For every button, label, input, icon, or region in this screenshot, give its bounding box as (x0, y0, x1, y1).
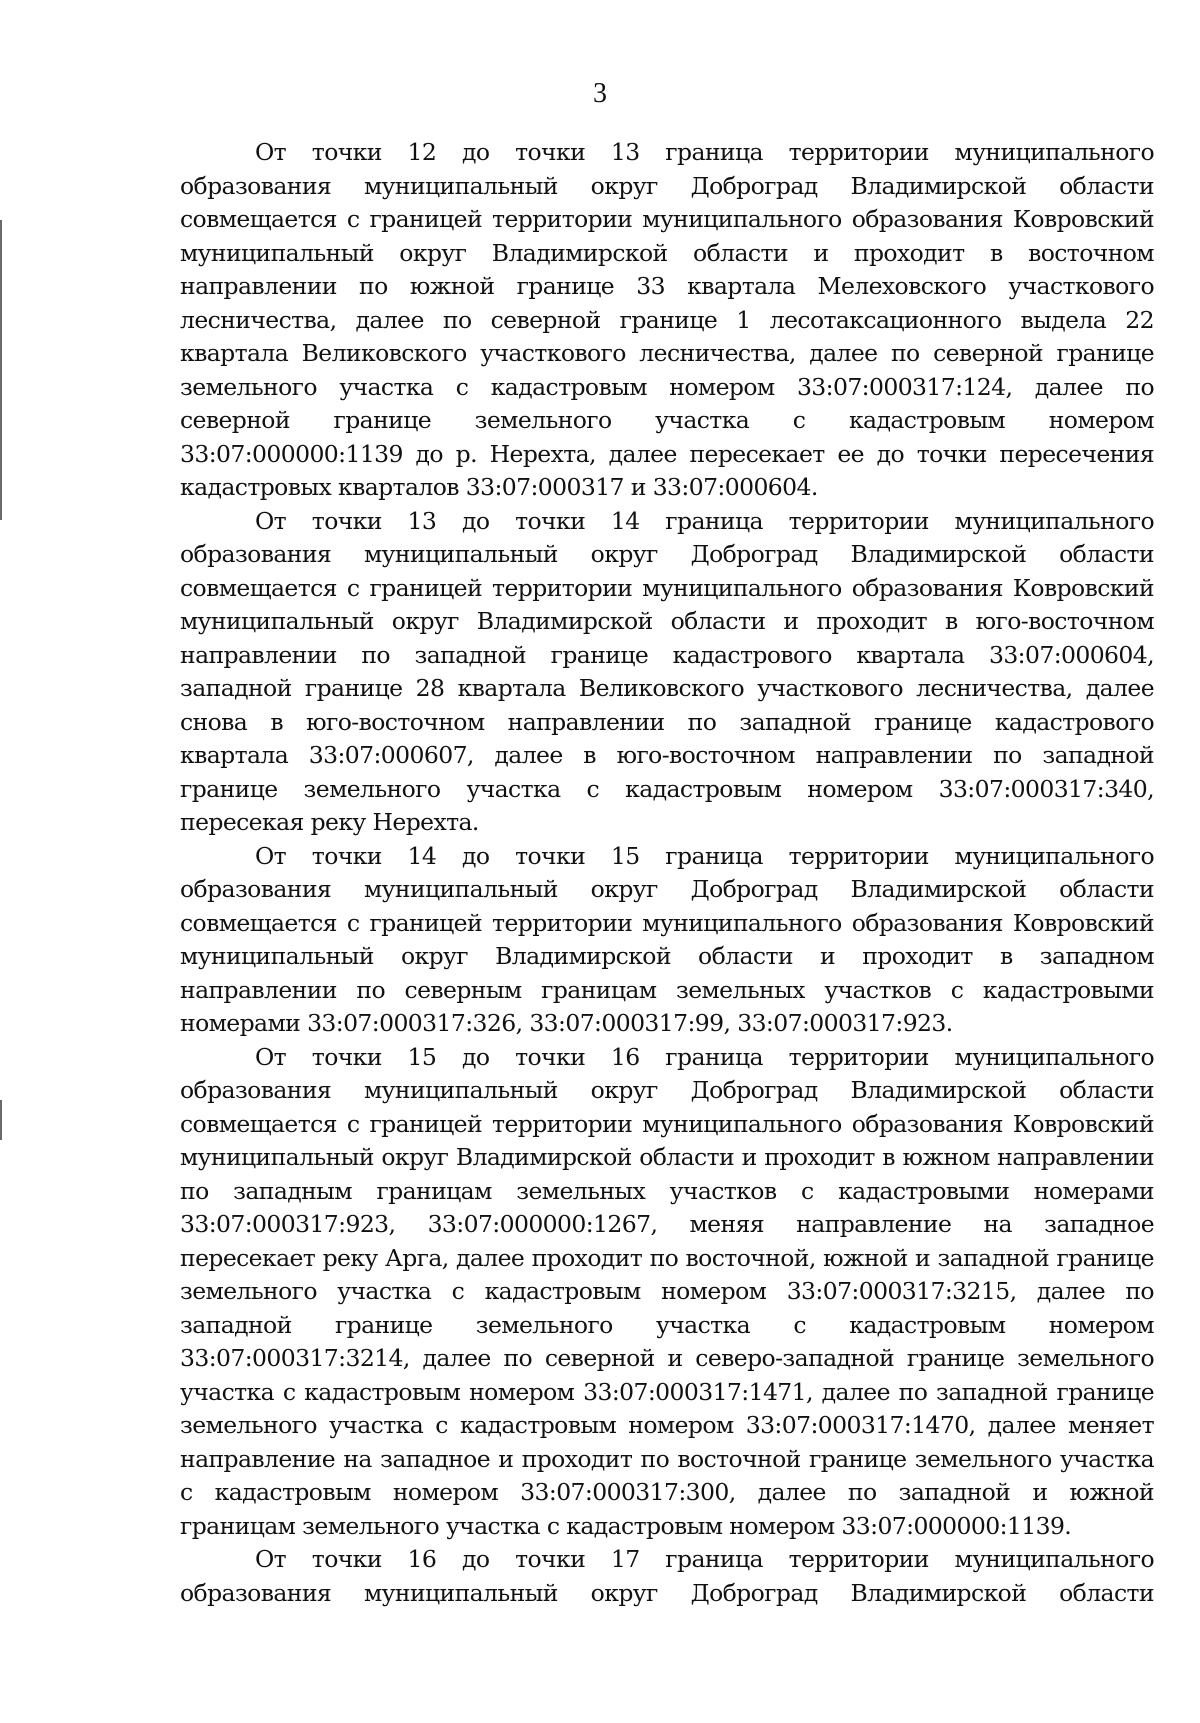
boundary-paragraph-15-16: От точки 15 до точки 16 граница территории муниципального образования муниципальный округ Доброград Владимирской области совмещается с границей территории муниципального образования Ковровский муниципальный округ Владимирской области и проходит в южном направлении по западным границам земельных участков с кадастровыми номерами 33:07:000317:923, 33:07:000000:1267, меняя направление на западное пересекает реку Арга, далее проходит по восточной, южной и западной границе земельного участка с кадастровым номером 33:07:000317:3215, далее по западной границе земельного участка с кадастровым номером 33:07:000317:3214, далее по северной и северо-западной границе земельного участка с кадастровым номером 33:07:000317:1471, далее по западной границе земельного участка с кадастровым номером 33:07:000317:1470, далее меняет направление на западное и проходит по восточной границе земельного участка с кадастровым номером 33:07:000317:300, далее по западной и южной границам земельного участка с кадастровым номером 33:07:000000:1139. (180, 1042, 1154, 1540)
page-number: 3 (593, 78, 607, 109)
scan-edge-mark (0, 220, 2, 520)
boundary-paragraph-16-17: От точки 16 до точки 17 граница территории муниципального образования муниципальный округ Доброград Владимирской области (180, 1545, 1154, 1607)
boundary-paragraph-12-13: От точки 12 до точки 13 граница территории муниципального образования муниципальный округ Доброград Владимирской области совмещается с границей территории муниципального образования Ковровский муниципальный округ Владимирской области и проходит в восточном направлении по южной границе 33 квартала Мелеховского участкового лесничества, далее по северной границе 1 лесотаксационного выдела 22 квартала Великовского участкового лесничества, далее по северной границе земельного участка с кадастровым номером 33:07:000317:124, далее по северной границе земельного участка с кадастровым номером 33:07:000000:1139 до р. Нерехта, далее пересекает ее до точки пересечения кадастровых кварталов 33:07:000317 и 33:07:000604. (180, 138, 1154, 501)
boundary-paragraph-14-15: От точки 14 до точки 15 граница территории муниципального образования муниципальный округ Доброград Владимирской области совмещается с границей территории муниципального образования Ковровский муниципальный округ Владимирской области и проходит в западном направлении по северным границам земельных участков с кадастровыми номерами 33:07:000317:326, 33:07:000317:99, 33:07:000317:923. (180, 841, 1154, 1037)
boundary-paragraph-13-14: От точки 13 до точки 14 граница территории муниципального образования муниципальный округ Доброград Владимирской области совмещается с границей территории муниципального образования Ковровский муниципальный округ Владимирской области и проходит в юго-восточном направлении по западной границе кадастрового квартала 33:07:000604, западной границе 28 квартала Великовского участкового лесничества, далее снова в юго-восточном направлении по западной границе кадастрового квартала 33:07:000607, далее в юго-восточном направлении по западной границе земельного участка с кадастровым номером 33:07:000317:340, пересекая реку Нерехта. (180, 506, 1154, 836)
scan-edge-mark (0, 1100, 2, 1140)
document-body (180, 136, 1154, 1610)
